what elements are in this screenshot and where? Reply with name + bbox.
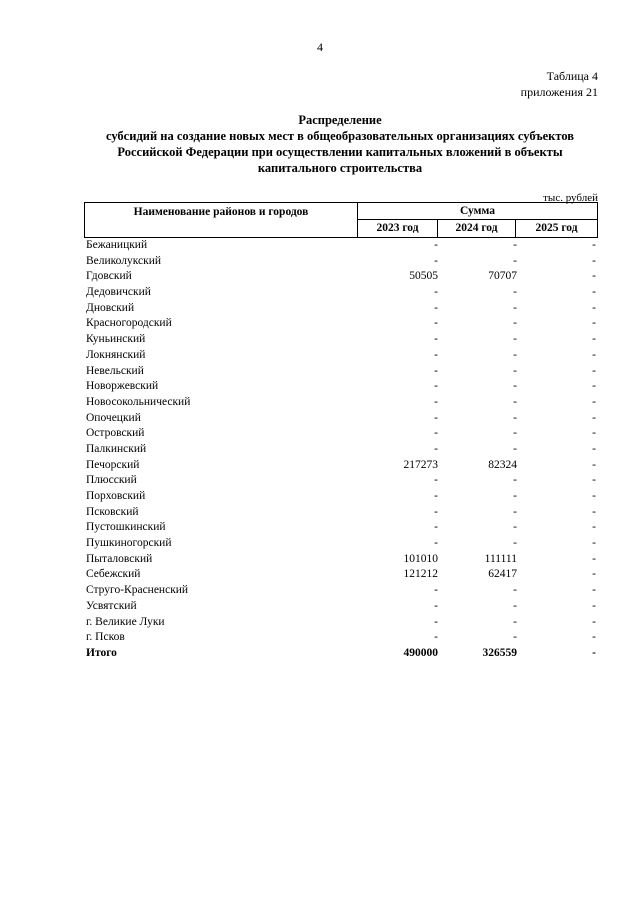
- units-label: тыс. рублей: [543, 192, 598, 204]
- value-2023: -: [434, 599, 438, 612]
- value-2024: 62417: [488, 568, 517, 581]
- value-2024: -: [513, 364, 517, 377]
- value-2023: -: [434, 474, 438, 487]
- table-row: [84, 426, 598, 442]
- value-2023: -: [434, 317, 438, 330]
- value-2024: -: [513, 333, 517, 346]
- table-row: [84, 238, 598, 254]
- value-2024: 111111: [484, 552, 517, 565]
- value-2023: 50505: [409, 270, 438, 283]
- district-name: Бежаницкий: [86, 239, 148, 251]
- district-name: Красногородский: [86, 317, 172, 330]
- value-2024: -: [513, 490, 517, 502]
- table-row: [84, 473, 598, 489]
- value-2023: -: [434, 380, 438, 393]
- district-name: Опочецкий: [86, 411, 141, 424]
- district-name: Псковский: [86, 505, 139, 518]
- value-2024: -: [513, 537, 517, 550]
- table-row: [84, 301, 598, 317]
- value-2025: -: [592, 631, 596, 644]
- value-2025: -: [592, 537, 596, 550]
- table-row: [84, 254, 598, 270]
- header-year-2023: 2023 год: [358, 220, 438, 237]
- document-title: [60, 112, 620, 176]
- district-name: Дедовичский: [86, 286, 151, 299]
- value-2024: -: [513, 395, 517, 408]
- header-year-2025: 2025 год: [535, 222, 578, 234]
- value-2024: -: [513, 254, 517, 267]
- table-row: [84, 583, 598, 599]
- value-2025: -: [592, 301, 596, 314]
- table-row: [84, 364, 598, 380]
- value-2025: -: [592, 411, 596, 424]
- district-name: Итого: [86, 646, 117, 659]
- value-2025: -: [592, 364, 596, 377]
- value-2025: -: [592, 552, 596, 565]
- district-name: Струго-Красненский: [86, 584, 189, 597]
- table-row: [84, 316, 598, 332]
- district-name: г. Великие Луки: [86, 615, 165, 628]
- district-name: Пушкиногорский: [86, 537, 172, 550]
- district-name: Дновский: [86, 301, 135, 314]
- value-2023: -: [434, 364, 438, 377]
- table-row: [84, 332, 598, 348]
- value-2024: -: [513, 286, 517, 299]
- value-2024: -: [513, 348, 517, 361]
- district-name: Порховский: [86, 490, 146, 502]
- value-2025: -: [592, 395, 596, 408]
- table-body: [84, 238, 598, 662]
- value-2025: -: [592, 584, 596, 597]
- value-2024: -: [513, 615, 517, 628]
- value-2025: -: [592, 427, 596, 440]
- value-2024: 326559: [482, 646, 517, 659]
- value-2023: -: [434, 411, 438, 424]
- district-name: Гдовский: [86, 270, 132, 283]
- district-name: Печорский: [86, 458, 140, 471]
- value-2025: -: [592, 317, 596, 330]
- value-2025: -: [592, 254, 596, 267]
- title-line-3: Российской Федерации при осуществлении капитальных вложений в объекты: [117, 145, 563, 159]
- value-2023: 490000: [403, 646, 438, 659]
- value-2023: -: [434, 490, 438, 502]
- table-row: [84, 615, 598, 631]
- value-2025: -: [592, 239, 596, 251]
- table-row: [84, 505, 598, 521]
- title-line-1: Распределение: [298, 113, 382, 127]
- value-2024: -: [513, 521, 517, 534]
- value-2023: -: [434, 521, 438, 534]
- page-number: 4: [317, 40, 323, 54]
- value-2023: 217273: [403, 458, 438, 471]
- value-2023: -: [434, 615, 438, 628]
- header-sum: Сумма: [358, 203, 597, 220]
- value-2024: 82324: [488, 458, 517, 471]
- value-2024: -: [513, 442, 517, 455]
- district-name: Плюсский: [86, 474, 137, 487]
- total-row: [84, 646, 598, 662]
- district-name: Себежский: [86, 568, 141, 581]
- value-2023: -: [434, 333, 438, 346]
- district-name: Локнянский: [86, 348, 146, 361]
- value-2024: -: [513, 317, 517, 330]
- table-row: [84, 395, 598, 411]
- value-2023: -: [434, 442, 438, 455]
- district-name: Пустошкинский: [86, 521, 166, 534]
- value-2025: -: [592, 646, 596, 659]
- table-row: [84, 285, 598, 301]
- title-line-2: субсидий на создание новых мест в общеобразовательных организациях субъектов: [105, 129, 575, 143]
- value-2025: -: [592, 348, 596, 361]
- table-row: [84, 411, 598, 427]
- header-name-column: Наименование районов и городов: [85, 203, 358, 237]
- table-row: [84, 599, 598, 615]
- table-reference: [521, 68, 598, 100]
- value-2023: 101010: [403, 552, 438, 565]
- table-row: [84, 379, 598, 395]
- title-line-4: капитального строительства: [257, 161, 423, 175]
- value-2025: -: [592, 286, 596, 299]
- district-name: Невельский: [86, 364, 144, 377]
- district-name: Новосокольнический: [86, 395, 191, 408]
- header-year-2024: 2024 год: [438, 220, 516, 237]
- table-row: [84, 489, 598, 505]
- value-2025: -: [592, 474, 596, 487]
- table-row: [84, 567, 598, 583]
- district-name: Пыталовский: [86, 552, 153, 565]
- value-2025: -: [592, 270, 596, 283]
- value-2023: -: [434, 348, 438, 361]
- table-row: [84, 442, 598, 458]
- value-2023: -: [434, 239, 438, 251]
- value-2024: -: [513, 474, 517, 487]
- value-2025: -: [592, 615, 596, 628]
- value-2024: -: [513, 301, 517, 314]
- table-row: [84, 348, 598, 364]
- district-name: Островский: [86, 427, 145, 440]
- value-2025: -: [592, 490, 596, 502]
- value-2023: -: [434, 537, 438, 550]
- value-2024: 70707: [488, 270, 517, 283]
- value-2023: -: [434, 427, 438, 440]
- district-name: Усвятский: [86, 599, 137, 612]
- value-2025: -: [592, 568, 596, 581]
- value-2024: -: [513, 411, 517, 424]
- value-2024: -: [513, 505, 517, 518]
- value-2025: -: [592, 521, 596, 534]
- value-2023: -: [434, 254, 438, 267]
- value-2024: -: [513, 239, 517, 251]
- value-2023: -: [434, 286, 438, 299]
- value-2024: -: [513, 631, 517, 644]
- value-2023: -: [434, 631, 438, 644]
- value-2023: -: [434, 505, 438, 518]
- value-2023: -: [434, 395, 438, 408]
- value-2023: -: [434, 584, 438, 597]
- district-name: Великолукский: [86, 254, 162, 267]
- value-2025: -: [592, 380, 596, 393]
- district-name: Куньинский: [86, 333, 146, 346]
- value-2025: -: [592, 333, 596, 346]
- value-2025: -: [592, 505, 596, 518]
- table-row: [84, 269, 598, 285]
- value-2023: -: [434, 301, 438, 314]
- district-name: Новоржевский: [86, 380, 159, 393]
- value-2023: 121212: [403, 568, 438, 581]
- value-2024: -: [513, 427, 517, 440]
- appendix-reference: приложения 21: [520, 85, 598, 99]
- value-2024: -: [513, 380, 517, 393]
- district-name: г. Псков: [86, 631, 125, 644]
- table-row: [84, 552, 598, 568]
- value-2024: -: [513, 599, 517, 612]
- table-row: [84, 458, 598, 474]
- value-2025: -: [592, 599, 596, 612]
- value-2024: -: [513, 584, 517, 597]
- table-row: [84, 536, 598, 552]
- table-row: [84, 520, 598, 536]
- table-row: [84, 630, 598, 646]
- value-2025: -: [592, 458, 596, 471]
- table-header: [84, 202, 598, 238]
- district-name: Палкинский: [86, 442, 147, 455]
- table-number: Таблица 4: [546, 69, 598, 83]
- value-2025: -: [592, 442, 596, 455]
